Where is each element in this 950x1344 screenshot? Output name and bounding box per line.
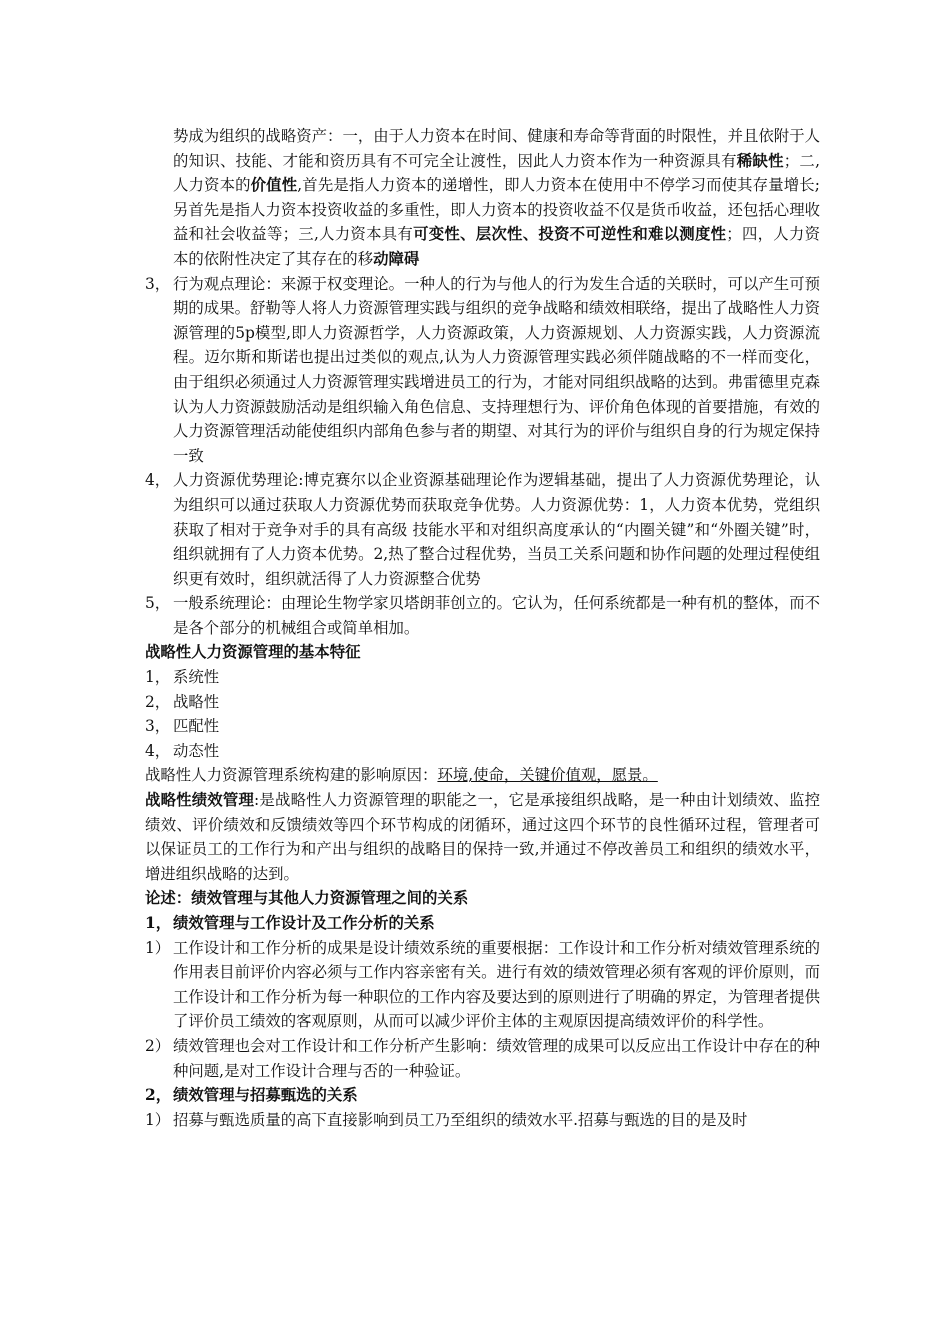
- factors-label: 战略性人力资源管理系统构建的影响原因：: [145, 766, 438, 785]
- item-number: 5，: [145, 594, 171, 613]
- item-number: 1）: [145, 1110, 171, 1129]
- text-run: ,首先是指人力资本的递增性，即人力资本在使用中不停学习而使其存量增长;另首先是指人力资本投资收益的多重性，即人力资本的投资收益不仅是货币收益，还包括心理收益和社会收益等；三,人力资本具有: [173, 176, 820, 244]
- section-heading-2: [145, 1083, 820, 1108]
- item-text: 绩效管理也会对工作设计和工作分析产生影响：绩效管理的成果可以反应出工作设计中存在的种种问题,是对工作设计合理与否的一种验证。: [173, 1036, 820, 1080]
- section1-item-2: [145, 1034, 820, 1083]
- bold-term-value: 价值性: [250, 176, 298, 195]
- section-number: 1，: [145, 914, 172, 932]
- section1-item-1: [145, 936, 820, 1034]
- item-text: 人力资源优势理论:博克赛尔以企业资源基础理论作为逻辑基础，提出了人力资源优势理论，认为组织可以通过获取人力资源优势而获取竞争优势。人力资源优势：1，人力资本优势，党组织获取了相对于竞争对手的具有高级 技能水平和对组织高度承认的“内圈关键”和“外圈关键”时，组织就拥有了人力资本优势。2,热了整合过程优势，当员工关系问题和协作问题的处理过程使组织更有效时，组织就活得了人力资源整合优势: [173, 471, 820, 588]
- definition-term: 战略性绩效管理: [145, 791, 255, 810]
- continuation-paragraph: [145, 124, 820, 272]
- text-run: 势成为组织的战略资产：一，由于人力资本在时间、健康和寿命等背面的时限性，并且依附于人的知识、技能、才能和资历具有不可完全让渡性，因此人力资本作为一种资源具有: [173, 127, 820, 170]
- section-number: 2，: [145, 1086, 172, 1105]
- item-number: 1）: [145, 938, 171, 957]
- performance-definition: [145, 788, 820, 886]
- factors-line: [145, 763, 820, 788]
- section-title: 绩效管理与招募甄选的关系: [173, 1086, 358, 1105]
- feature-item: [145, 665, 820, 690]
- bold-term-scarcity: 稀缺性: [736, 151, 784, 170]
- item-text: 匹配性: [173, 717, 220, 736]
- item-number: 4，: [145, 471, 171, 490]
- item-number: 2，: [145, 692, 171, 711]
- section-title: 绩效管理与工作设计及工作分析的关系: [173, 914, 435, 932]
- essay-heading: 论述：绩效管理与其他人力资源管理之间的关系: [145, 889, 469, 908]
- item-text: 一般系统理论：由理论生物学家贝塔朗菲创立的。它认为，任何系统都是一种有机的整体，而不是各个部分的机械组合或简单相加。: [173, 594, 820, 637]
- section2-item-1: [145, 1108, 820, 1133]
- item-text: 动态性: [173, 741, 220, 760]
- text-run: ；二,人力资本的: [173, 151, 820, 195]
- definition-text: :是战略性人力资源管理的职能之一，它是承接组织战略，是一种由计划绩效、监控绩效、评价绩效和反馈绩效等四个环节构成的闭循环，通过这四个环节的良性循环过程，管理者可以保证员工的工作行为和产出与组织的战略目的保持一致,并通过不停改善员工和组织的绩效水平，增进组织战略的达到。: [145, 791, 820, 883]
- bold-term-variability: 可变性、层次性、投资不可逆性和难以测度性: [413, 225, 727, 244]
- item-number: 3，: [145, 717, 171, 736]
- feature-item: [145, 714, 820, 739]
- item-text: 招募与甄选质量的高下直接影响到员工乃至组织的绩效水平.招募与甄选的目的是及时: [173, 1110, 748, 1129]
- theory-item-3: [145, 272, 820, 469]
- theory-item-5: [145, 591, 820, 640]
- document-body: [145, 124, 820, 1132]
- theory-item-4: [145, 468, 820, 591]
- feature-item: [145, 690, 820, 715]
- item-text: 行为观点理论：来源于权变理论。一种人的行为与他人的行为发生合适的关联时，可以产生可预期的成果。舒勒等人将人力资源管理实践与组织的竞争战略和绩效相联络，提出了战略性人力资源管理的5p模型,即人力资源哲学，人力资源政策，人力资源规划、人力资源实践，人力资源流程。迈尔斯和斯诺也提出过类似的观点,认为人力资源管理实践必须伴随战略的不一样而变化，由于组织必须通过人力资源管理实践增进员工的行为，才能对同组织战略的达到。弗雷德里克森认为人力资源鼓励活动是组织输入角色信息、支持理想行为、评价角色体现的首要措施，有效的人力资源管理活动能使组织内部角色参与者的期望、对其行为的评价与组织自身的行为规定保持一致: [173, 274, 820, 465]
- item-number: 1，: [145, 668, 171, 687]
- item-text: 战略性: [173, 692, 220, 711]
- item-number: 2）: [145, 1036, 171, 1055]
- factors-value: 环境,使命，关键价值观，愿景。: [437, 766, 658, 785]
- bold-term-mobility-barrier: 动障碍: [373, 249, 420, 268]
- item-number: 4，: [145, 741, 171, 760]
- text-run: ；四，人力资本的依附性决定了其存在的移: [173, 225, 820, 268]
- section-heading-1: [145, 911, 820, 936]
- item-text: 系统性: [173, 668, 220, 687]
- item-number: 3，: [145, 274, 171, 293]
- features-heading: 战略性人力资源管理的基本特征: [145, 643, 361, 662]
- item-text: 工作设计和工作分析的成果是设计绩效系统的重要根据：工作设计和工作分析对绩效管理系统的作用表目前评价内容必须与工作内容亲密有关。进行有效的绩效管理必须有客观的评价原则，而工作设计和工作分析为每一种职位的工作内容及要达到的原则进行了明确的界定，为管理者提供了评价员工绩效的客观原则，从而可以减少评价主体的主观原因提高绩效评价的科学性。: [173, 938, 820, 1031]
- feature-item: [145, 739, 820, 764]
